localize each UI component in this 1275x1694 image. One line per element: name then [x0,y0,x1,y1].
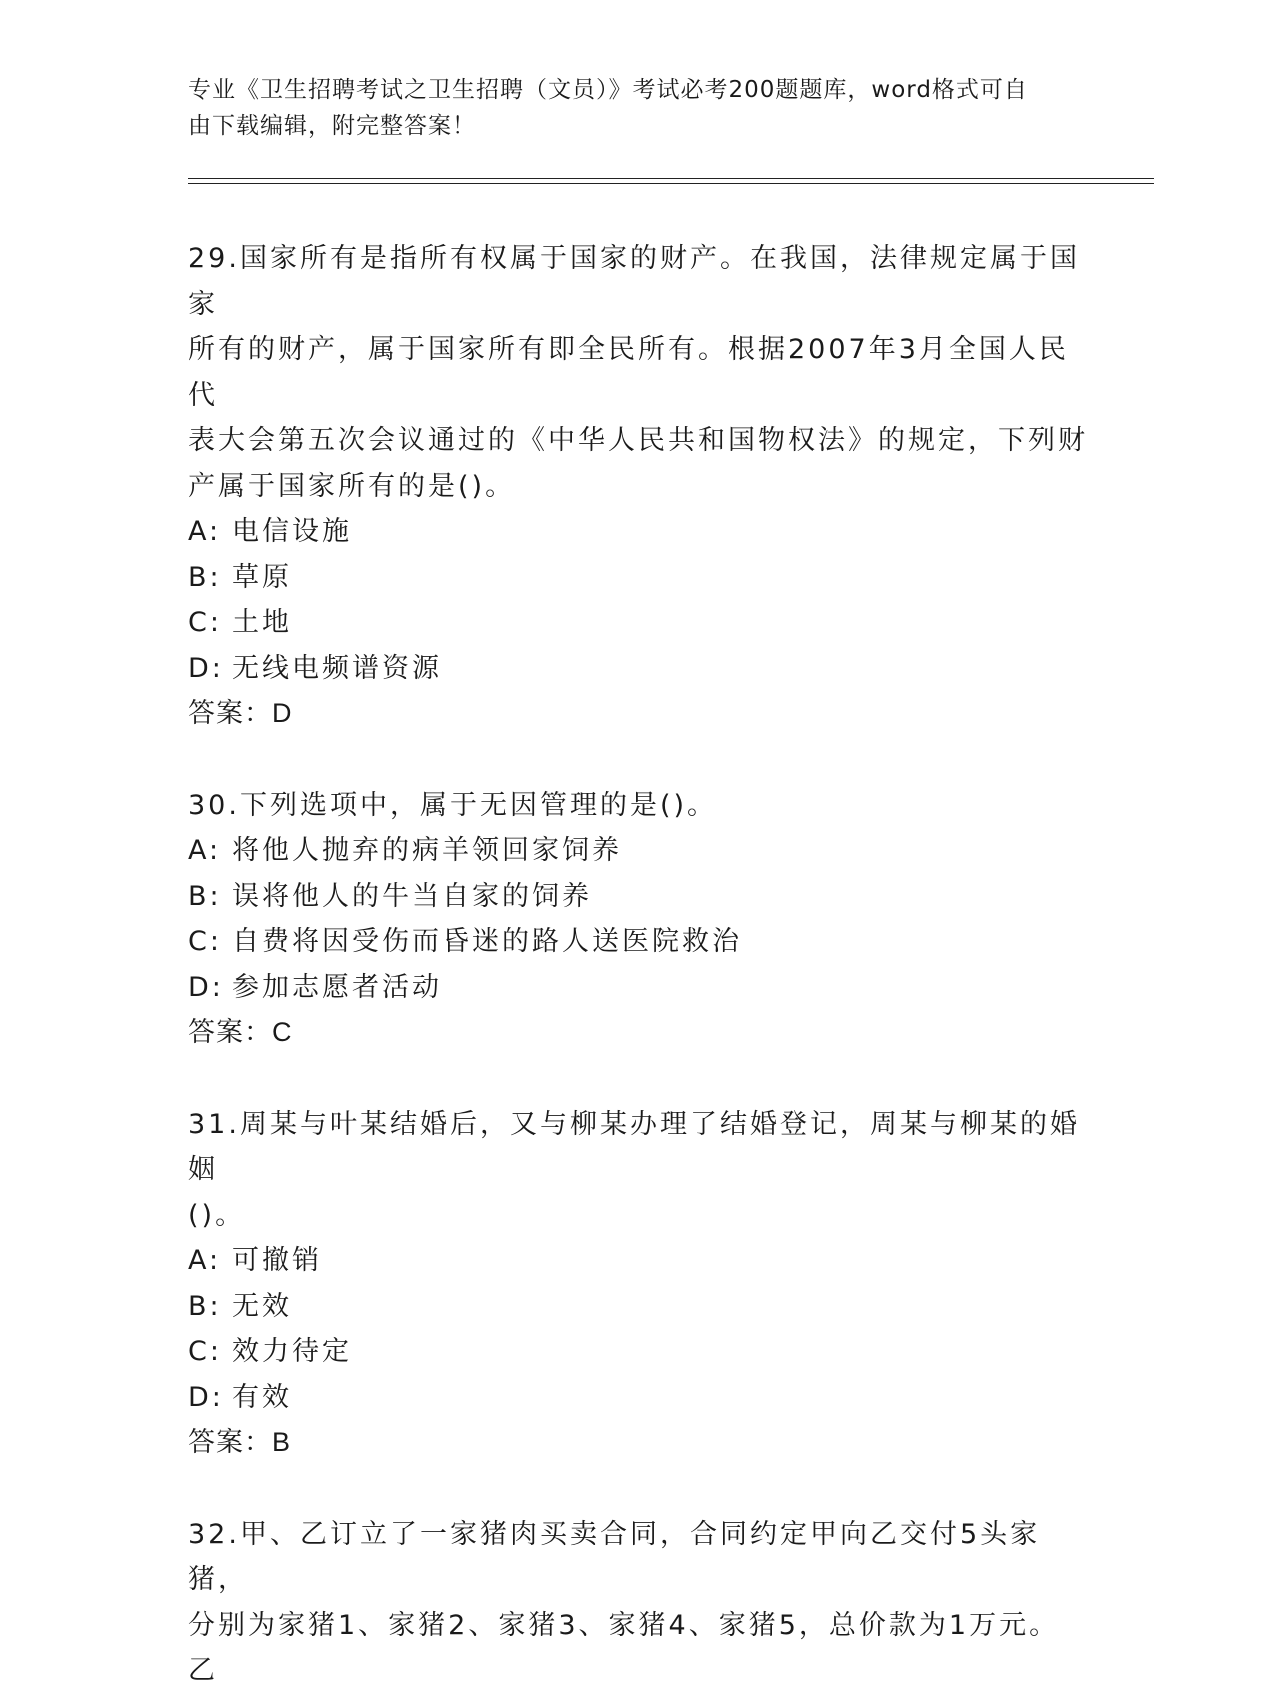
option-letter: C: [188,607,222,638]
question-stem-line: 32.甲、乙订立了一家猪肉买卖合同，合同约定甲向乙交付5头家猪， [188,1518,1041,1595]
answer-line: 答案：D [188,698,293,728]
option-letter: D: [188,652,224,684]
question-29 [188,236,1088,737]
question-spacer [188,1466,1088,1512]
option-c [188,600,1088,646]
option-text: 电信设施 [232,516,352,547]
option-letter: A: [188,835,222,866]
option-b [188,874,1088,920]
option-letter: D: [188,971,224,1003]
option-b [188,555,1088,601]
header-divider-top [188,178,1154,179]
header-line-2: 由下载编辑，附完整答案！ [188,113,476,139]
question-stem-line: 30.下列选项中，属于无因管理的是()。 [188,789,718,821]
option-letter: A: [188,1245,222,1276]
option-a [188,509,1088,555]
question-stem-line: 31.周某与叶某结婚后，又与柳某办理了结婚登记，周某与柳某的婚姻 [188,1108,1080,1185]
option-b [188,1284,1088,1330]
option-letter: C: [188,926,222,957]
question-stem-line: 分别为家猪1、家猪2、家猪3、家猪4、家猪5，总价款为1万元。乙 [188,1609,1060,1686]
question-31 [188,1102,1088,1466]
question-spacer [188,737,1088,783]
document-header [188,72,1068,144]
option-letter: A: [188,516,222,547]
option-d [188,646,1088,692]
option-a [188,1238,1088,1284]
question-stem-line: 表大会第五次会议通过的《中华人民共和国物权法》的规定，下列财 [188,425,1088,456]
option-letter: C: [188,1336,222,1367]
option-text: 无效 [232,1290,292,1322]
option-c [188,1329,1088,1375]
header-line-1: 专业《卫生招聘考试之卫生招聘（文员）》考试必考200题题库，word格式可自 [188,77,1028,103]
option-d [188,1375,1088,1421]
option-text: 有效 [232,1381,292,1413]
answer-line: 答案：B [188,1427,292,1457]
option-text: 参加志愿者活动 [232,971,442,1003]
question-32 [188,1512,1088,1694]
question-spacer [188,1056,1088,1102]
option-text: 土地 [232,607,292,638]
option-letter: B: [188,561,222,593]
question-list [188,236,1088,1694]
option-letter: B: [188,880,222,912]
question-stem-line: 所有的财产，属于国家所有即全民所有。根据2007年3月全国人民代 [188,334,1069,411]
option-a [188,828,1088,874]
option-text: 将他人抛弃的病羊领回家饲养 [232,835,622,866]
option-text: 草原 [232,561,292,593]
question-stem-line: 29.国家所有是指所有权属于国家的财产。在我国，法律规定属于国家 [188,243,1080,320]
question-stem-line: ()。 [188,1199,246,1231]
option-letter: B: [188,1290,222,1322]
question-30 [188,783,1088,1056]
header-divider-bottom [188,183,1154,184]
option-text: 可撤销 [232,1245,322,1276]
option-text: 效力待定 [232,1336,352,1367]
option-letter: D: [188,1381,224,1413]
option-c [188,919,1088,965]
option-text: 自费将因受伤而昏迷的路人送医院救治 [232,926,742,957]
answer-line: 答案：C [188,1017,293,1047]
option-d [188,965,1088,1011]
question-stem-line: 产属于国家所有的是()。 [188,470,516,502]
option-text: 无线电频谱资源 [232,652,442,684]
option-text: 误将他人的牛当自家的饲养 [232,880,592,912]
